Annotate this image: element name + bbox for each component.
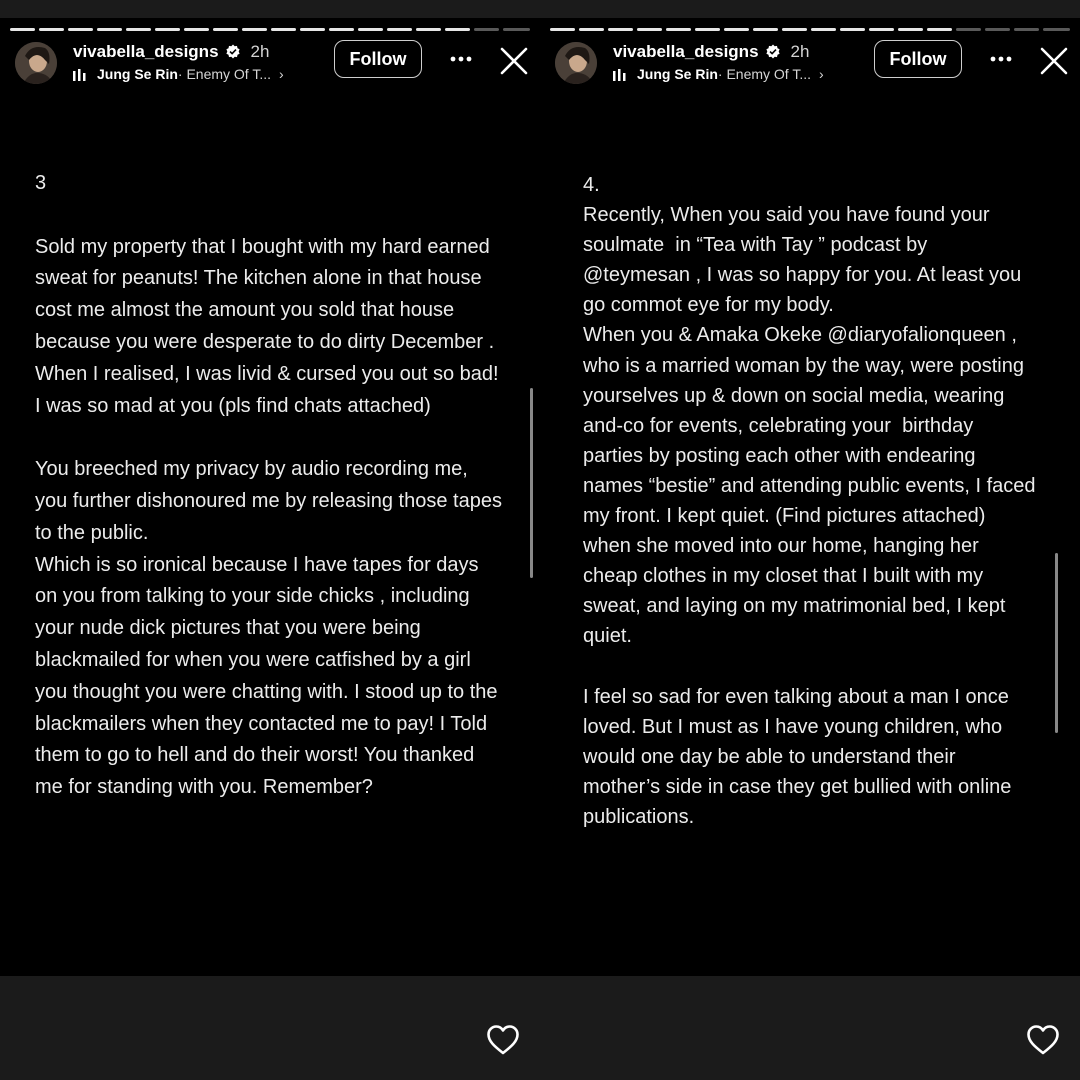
verified-badge-icon bbox=[765, 44, 781, 60]
music-attribution[interactable] bbox=[613, 65, 824, 83]
more-options-icon[interactable] bbox=[988, 46, 1014, 72]
music-artist: Jung Se Rin bbox=[97, 66, 178, 82]
heart-icon[interactable] bbox=[1026, 1024, 1060, 1056]
music-track: · Enemy Of T... bbox=[177, 66, 272, 82]
verified-badge-icon bbox=[225, 44, 241, 60]
close-icon[interactable] bbox=[499, 46, 529, 76]
post-time: 2h bbox=[250, 42, 270, 61]
story-panel-right bbox=[540, 18, 1080, 976]
close-icon[interactable] bbox=[1039, 46, 1069, 76]
more-options-icon[interactable] bbox=[448, 46, 474, 72]
music-attribution[interactable] bbox=[73, 65, 284, 83]
music-bars-icon bbox=[73, 68, 89, 80]
post-time: 2h bbox=[790, 42, 810, 61]
heart-icon[interactable] bbox=[486, 1024, 520, 1056]
music-track: · Enemy Of T... bbox=[717, 66, 812, 82]
chevron-right-icon: › bbox=[279, 66, 284, 82]
avatar[interactable] bbox=[555, 42, 597, 84]
story-header bbox=[15, 40, 530, 86]
story-progress-bar bbox=[550, 28, 1070, 31]
username[interactable]: vivabella_designs bbox=[73, 42, 219, 61]
story-header bbox=[555, 40, 1070, 86]
story-text: 4. Recently, When you said you have found your soulmate in “Tea with Tay ” podcast by @teymesan , I was so happy for you. At least you go commot eye for my body. When you & Amaka Okeke @diaryofalionqueen , who is a married woman by the way, were posting yourselves up & down on social media, wearing and-co for events, celebrating your birthday parties by posting each other with endearing names “bestie” and attending public events, I faced my front. I kept quiet. (Find pictures attached) when she moved into our home, hanging her cheap clothes in my closet that I built with my sweat, and laying on my matrimonial bed, I kept quiet. I feel so sad for even talking about a man I once loved. But I must as I have young children, who would one day be able to understand their mother’s side in case they get bullied with online publications. bbox=[583, 174, 1036, 828]
music-bars-icon bbox=[613, 68, 629, 80]
avatar[interactable] bbox=[15, 42, 57, 84]
follow-button[interactable]: Follow bbox=[874, 40, 962, 78]
username[interactable]: vivabella_designs bbox=[613, 42, 759, 61]
music-artist: Jung Se Rin bbox=[637, 66, 718, 82]
story-progress-bar bbox=[10, 28, 530, 31]
story-text: 3 Sold my property that I bought with my hard earned sweat for peanuts! The kitchen alone in that house cost me almost the amount you sold that house because you were desperate to do dirty December . When I realised, I was livid & cursed you out so bad! I was so mad at you (pls find chats attached) You breeched my privacy by audio recording me, you further dishonoured me by releasing those tapes to the public. Which is so ironical because I have tapes for days on you from talking to your side chicks , including your nude dick pictures that you were being blackmailed for when you were catfished by a girl you thought you were chatting with. I stood up to the blackmailers when they contacted me to pay! I Told them to go to hell and do their worst! You thanked me for standing with you. Remember? bbox=[35, 172, 502, 799]
chevron-right-icon: › bbox=[819, 66, 824, 82]
follow-button[interactable]: Follow bbox=[334, 40, 422, 78]
story-panel-left bbox=[0, 18, 540, 976]
scrollbar[interactable] bbox=[1055, 553, 1058, 733]
scrollbar[interactable] bbox=[530, 388, 533, 578]
